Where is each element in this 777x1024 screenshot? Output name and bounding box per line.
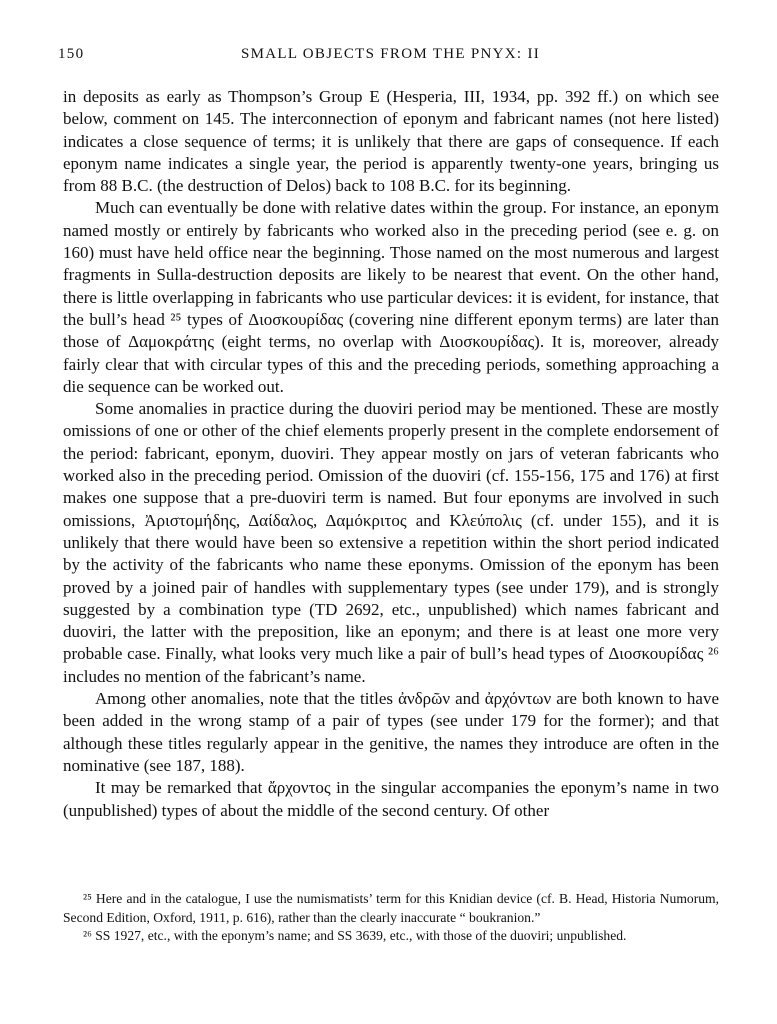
paragraph-3: Some anomalies in practice during the duoviri period may be mentioned. These are mostly omissions of one or other of the chief elements properly present in the complete endorsement of the period: fabricant, eponym, duoviri. They appear mostly on jars of veteran fabricants who worked also in the preceding period. Omission of the duoviri (cf. 155-156, 175 and 176) at first makes one suppose that a pre-duoviri term is named. But four eponyms are involved in such omissions, Ἀριστομήδης, Δαίδαλος, Δαμόκριτος and Κλεύπολις (cf. under 155), and it is unlikely that there would have been so extensive a repetition within the short period indicated by the activity of the fabricants who name these eponyms. Omission of the eponym has been proved by a joined pair of handles with supplementary types (see under 179), and is strongly suggested by a combination type (TD 2692, etc., unpublished) which names fabricant and duoviri, the latter with the preposition, like an eponym; and there is at least one more very probable case. Finally, what looks very much like a pair of bull’s head types of Διοσκουρίδας ²⁶ includes no mention of the fabricant’s name. (63, 399, 719, 686)
main-text (63, 86, 719, 822)
footnotes (63, 890, 719, 946)
footnote-25: ²⁵ Here and in the catalogue, I use the numismatists’ term for this Knidian device (cf. B. Head, Historia Numorum, Second Edition, Oxford, 1911, p. 616), rather than the clearly inaccurate “ boukranion.” (63, 891, 719, 925)
running-title: SMALL OBJECTS FROM THE PNYX: II (240, 46, 541, 62)
paragraph-1: in deposits as early as Thompson’s Group E (Hesperia, III, 1934, pp. 392 ff.) on which see below, comment on 145. The interconnection of eponym and fabricant names (not here listed) indicates a close sequence of terms; it is unlikely that there are gaps of consequence. If each eponym name indicates a single year, the period is apparently twenty-one years, bringing us from 88 B.C. (the destruction of Delos) back to 108 B.C. for its beginning. (63, 87, 719, 196)
footnote-26: ²⁶ SS 1927, etc., with the eponym’s name; and SS 3639, etc., with those of the duoviri; unpublished. (83, 928, 627, 944)
page-header (58, 46, 723, 72)
page-number: 150 (58, 46, 85, 62)
paragraph-5: It may be remarked that ἄρχοντος in the singular accompanies the eponym’s name in two (unpublished) types of about the middle of the second century. Of other (63, 778, 719, 820)
paragraph-4: Among other anomalies, note that the titles ἀνδρῶν and ἀρχόντων are both known to have been added in the wrong stamp of a pair of types (see under 179 for the former); and that although these titles regularly appear in the genitive, the names they introduce are often in the nominative (see 187, 188). (63, 689, 719, 775)
paragraph-2: Much can eventually be done with relative dates within the group. For instance, an eponym named mostly or entirely by fabricants who worked also in the preceding period (see e. g. on 160) must have held office near the beginning. Those named on the most numerous and largest fragments in Sulla-destruction deposits are likely to be nearest that event. On the other hand, there is little overlapping in fabricants who use particular devices: it is evident, for instance, that the bull’s head ²⁵ types of Διοσκουρίδας (covering nine different eponym terms) are later than those of Δαμοκράτης (eight terms, no overlap with Διοσκουρίδας). It is, moreover, already fairly clear that with circular types of this and the preceding periods, something approaching a die sequence can be worked out. (63, 198, 719, 396)
